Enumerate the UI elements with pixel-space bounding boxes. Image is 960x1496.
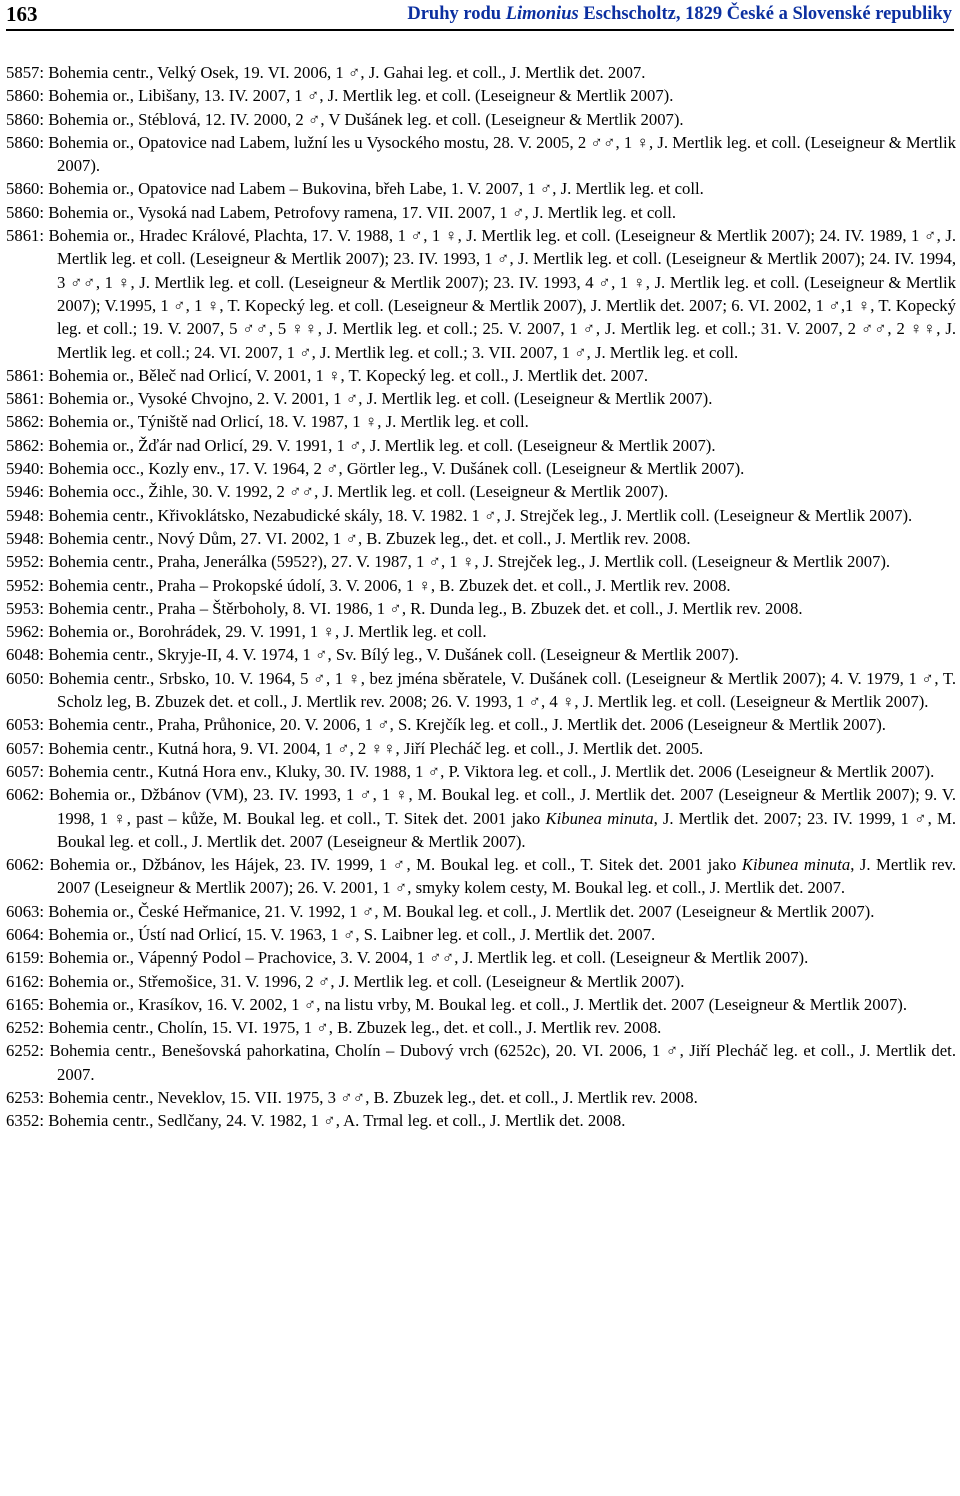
record-entry	[6, 853, 956, 900]
record-entry	[6, 946, 956, 969]
record-grid-code: 6252:	[6, 1018, 45, 1038]
record-grid-code: 5861:	[6, 389, 45, 409]
record-entry	[6, 1039, 956, 1086]
record-entry	[6, 387, 956, 410]
record-entry	[6, 1086, 956, 1109]
record-grid-code: 6063:	[6, 901, 45, 921]
record-text: Bohemia or., Krasíkov, 16. V. 2002, 1 ♂, na listu vrby, M. Boukal leg. et coll., J. Mertlik det. 2007 (Leseigneur & Mertlik 2007).	[44, 994, 908, 1014]
record-text: Bohemia or., Hradec Králové, Plachta, 17. V. 1988, 1 ♂, 1 ♀, J. Mertlik leg. et coll. (Leseigneur & Mertlik 2007); 24. IV. 1989, 1 ♂, J. Mertlik leg. et coll. (Leseigneur & Mertlik 2007); 23. IV. 1993, 1 ♂, J. Mertlik leg. et coll. (Leseigneur & Mertlik 2007); 24. IV. 1994, 3 ♂♂, 1 ♀, J. Mertlik leg. et coll. (Leseigneur & Mertlik 2007); 23. IV. 1993, 4 ♂, 1 ♀, J. Mertlik leg. et coll. (Leseigneur & Mertlik 2007); V.1995, 1 ♂, 1 ♀, T. Kopecký leg. et coll. (Leseigneur & Mertlik 2007), J. Mertlik det. 2007; 6. VI. 2002, 1 ♂,1 ♀, T. Kopecký leg. et coll.; 19. V. 2007, 5 ♂♂, 5 ♀♀, J. Mertlik leg. et coll.; 25. V. 2007, 1 ♂, J. Mertlik leg. et coll.; 31. V. 2007, 2 ♂♂, 2 ♀♀, J. Mertlik leg. et coll.; 24. VI. 2007, 1 ♂, J. Mertlik leg. et coll.; 3. VII. 2007, 1 ♂, J. Mertlik leg. et coll.	[44, 226, 956, 362]
record-text: Bohemia or., Vápenný Podol – Prachovice, 3. V. 2004, 1 ♂♂, J. Mertlik leg. et coll. (Leseigneur & Mertlik 2007).	[44, 948, 809, 968]
record-text: Bohemia occ., Kozly env., 17. V. 1964, 2 ♂, Görtler leg., V. Dušánek coll. (Leseigneur & Mertlik 2007).	[44, 459, 745, 479]
record-text: Bohemia or., Vysoké Chvojno, 2. V. 2001, 1 ♂, J. Mertlik leg. et coll. (Leseigneur & Mertlik 2007).	[44, 389, 713, 409]
record-grid-code: 5948:	[6, 528, 45, 548]
record-grid-code: 5861:	[6, 226, 45, 246]
record-text: Bohemia occ., Žihle, 30. V. 1992, 2 ♂♂, J. Mertlik leg. et coll. (Leseigneur & Mertlik 2007).	[44, 482, 669, 502]
record-entry	[6, 713, 956, 736]
record-entry	[6, 1109, 956, 1132]
record-text: Bohemia or., Opatovice nad Labem, lužní les u Vysockého mostu, 28. V. 2005, 2 ♂♂, 1 ♀, J. Mertlik leg. et coll. (Leseigneur & Mertlik 2007).	[44, 132, 956, 176]
record-entry	[6, 201, 956, 224]
record-entry	[6, 783, 956, 853]
record-text: Bohemia centr., Nový Dům, 27. VI. 2002, 1 ♂, B. Zbuzek leg., det. et coll., J. Mertlik rev. 2008.	[44, 528, 691, 548]
record-text: Bohemia centr., Srbsko, 10. V. 1964, 5 ♂, 1 ♀, bez jména sběratele, V. Dušánek coll. (Leseigneur & Mertlik 2007); 4. V. 1979, 1 ♂, T. Scholz leg, B. Zbuzek det. et coll., J. Mertlik rev. 2008; 26. V. 1993, 1 ♂, 4 ♀, J. Mertlik leg. et coll. (Leseigneur & Mertlik 2007).	[44, 668, 956, 712]
running-title	[407, 4, 952, 25]
record-entry	[6, 504, 956, 527]
record-text: Bohemia centr., Kutná Hora env., Kluky, 30. IV. 1988, 1 ♂, P. Viktora leg. et coll., J. Mertlik det. 2006 (Leseigneur & Mertlik 2007).	[44, 761, 935, 781]
record-entry	[6, 737, 956, 760]
running-title-suffix: Eschscholtz, 1829 České a Slovenské republiky	[578, 4, 952, 24]
record-entry	[6, 993, 956, 1016]
record-entry	[6, 643, 956, 666]
record-text: Bohemia centr., Skryje-II, 4. V. 1974, 1 ♂, Sv. Bílý leg., V. Dušánek coll. (Leseigneur & Mertlik 2007).	[44, 645, 739, 665]
record-entry	[6, 410, 956, 433]
record-text: Bohemia or., Opatovice nad Labem – Bukovina, břeh Labe, 1. V. 2007, 1 ♂, J. Mertlik leg. et coll.	[44, 179, 704, 199]
record-text: Bohemia or., Týniště nad Orlicí, 18. V. 1987, 1 ♀, J. Mertlik leg. et coll.	[44, 412, 529, 432]
record-entry	[6, 550, 956, 573]
record-text: Bohemia centr., Velký Osek, 19. VI. 2006, 1 ♂, J. Gahai leg. et coll., J. Mertlik det. 2007.	[44, 63, 646, 82]
record-grid-code: 5857:	[6, 63, 45, 82]
record-grid-code: 6053:	[6, 715, 45, 735]
record-text: Bohemia or., Ústí nad Orlicí, 15. V. 1963, 1 ♂, S. Laibner leg. et coll., J. Mertlik det. 2007.	[44, 924, 656, 944]
record-text: Bohemia centr., Sedlčany, 24. V. 1982, 1 ♂, A. Trmal leg. et coll., J. Mertlik det. 2008.	[44, 1111, 626, 1131]
record-text: Bohemia or., Džbánov, les Hájek, 23. IV. 1999, 1 ♂, M. Boukal leg. et coll., T. Sitek det. 2001 jako	[44, 855, 742, 875]
record-text: Bohemia or., Běleč nad Orlicí, V. 2001, 1 ♀, T. Kopecký leg. et coll., J. Mertlik det. 2007.	[44, 365, 649, 385]
record-text: Bohemia or., Stéblová, 12. IV. 2000, 2 ♂, V Dušánek leg. et coll. (Leseigneur & Mertlik 2007).	[44, 109, 684, 129]
record-text: Bohemia centr., Křivoklátsko, Nezabudické skály, 18. V. 1982. 1 ♂, J. Strejček leg., J. Mertlik coll. (Leseigneur & Mertlik 2007).	[44, 505, 913, 525]
record-grid-code: 6057:	[6, 738, 45, 758]
record-entry	[6, 480, 956, 503]
record-text: Bohemia centr., Benešovská pahorkatina, Cholín – Dubový vrch (6252c), 20. VI. 2006, 1 ♂, Jiří Plecháč leg. et coll., J. Mertlik det. 2007.	[44, 1041, 956, 1084]
record-entry	[6, 923, 956, 946]
record-grid-code: 6253:	[6, 1088, 45, 1108]
record-grid-code: 5860:	[6, 202, 45, 222]
record-grid-code: 6050:	[6, 668, 45, 688]
record-text: Bohemia centr., Neveklov, 15. VII. 1975, 3 ♂♂, B. Zbuzek leg., det. et coll., J. Mertlik rev. 2008.	[44, 1088, 698, 1108]
record-text: Bohemia or., Libišany, 13. IV. 2007, 1 ♂, J. Mertlik leg. et coll. (Leseigneur & Mertlik 2007).	[44, 86, 674, 106]
record-grid-code: 6057:	[6, 761, 45, 781]
record-grid-code: 6252:	[6, 1041, 45, 1061]
record-entry	[6, 620, 956, 643]
record-grid-code: 6062:	[6, 785, 45, 805]
record-entry	[6, 574, 956, 597]
running-title-prefix: Druhy rodu	[407, 4, 506, 24]
record-text: Bohemia centr., Cholín, 15. VI. 1975, 1 ♂, B. Zbuzek leg., det. et coll., J. Mertlik rev. 2008.	[44, 1018, 662, 1038]
record-grid-code: 6352:	[6, 1111, 45, 1131]
record-entry	[6, 364, 956, 387]
record-text: Bohemia or., Střemošice, 31. V. 1996, 2 ♂, J. Mertlik leg. et coll. (Leseigneur & Mertlik 2007).	[44, 971, 685, 991]
record-text: Bohemia or., Vysoká nad Labem, Petrofovy ramena, 17. VII. 2007, 1 ♂, J. Mertlik leg. et coll.	[44, 202, 677, 222]
record-text: Bohemia or., Borohrádek, 29. V. 1991, 1 ♀, J. Mertlik leg. et coll.	[44, 622, 487, 642]
record-entry	[6, 667, 956, 714]
record-text: Bohemia centr., Praha, Průhonice, 20. V. 2006, 1 ♂, S. Krejčík leg. et coll., J. Mertlik det. 2006 (Leseigneur & Mertlik 2007).	[44, 715, 886, 735]
record-grid-code: 5948:	[6, 505, 45, 525]
record-text: Bohemia or., Žďár nad Orlicí, 29. V. 1991, 1 ♂, J. Mertlik leg. et coll. (Leseigneur & Mertlik 2007).	[44, 435, 716, 455]
record-entry	[6, 457, 956, 480]
record-grid-code: 6062:	[6, 855, 45, 875]
record-entry	[6, 131, 956, 178]
record-grid-code: 5860:	[6, 179, 45, 199]
record-grid-code: 5862:	[6, 412, 45, 432]
record-entry	[6, 900, 956, 923]
record-grid-code: 5953:	[6, 598, 45, 618]
record-entry	[6, 1016, 956, 1039]
record-taxon-name: Kibunea minuta	[741, 855, 851, 875]
record-entry	[6, 177, 956, 200]
record-grid-code: 5962:	[6, 622, 45, 642]
record-grid-code: 5946:	[6, 482, 45, 502]
record-grid-code: 5952:	[6, 552, 45, 572]
record-text: , J. Mertlik rev. 2007 (Leseigneur & Mertlik 2007); 26. V. 2001, 1 ♂, smyky kolem cesty, M. Boukal leg. et coll., J. Mertlik det. 2007.	[57, 855, 956, 898]
record-entry	[6, 760, 956, 783]
record-text: Bohemia centr., Praha – Prokopské údolí, 3. V. 2006, 1 ♀, B. Zbuzek det. et coll., J. Mertlik rev. 2008.	[44, 575, 731, 595]
record-entry	[6, 434, 956, 457]
record-grid-code: 5862:	[6, 435, 45, 455]
record-entry	[6, 970, 956, 993]
record-entry	[6, 224, 956, 364]
record-grid-code: 5952:	[6, 575, 45, 595]
record-text: Bohemia or., České Heřmanice, 21. V. 1992, 1 ♂, M. Boukal leg. et coll., J. Mertlik det. 2007 (Leseigneur & Mertlik 2007).	[44, 901, 875, 921]
record-text: Bohemia centr., Praha – Štěrboholy, 8. VI. 1986, 1 ♂, R. Dunda leg., B. Zbuzek det. et coll., J. Mertlik rev. 2008.	[44, 598, 803, 618]
record-grid-code: 5860:	[6, 109, 45, 129]
record-entry	[6, 527, 956, 550]
record-grid-code: 6159:	[6, 948, 45, 968]
record-entry	[6, 108, 956, 131]
record-grid-code: 5861:	[6, 365, 45, 385]
record-entry	[6, 61, 956, 84]
record-grid-code: 6048:	[6, 645, 45, 665]
record-grid-code: 5860:	[6, 132, 45, 152]
record-text: Bohemia or., Džbánov (VM), 23. IV. 1993, 1 ♂, 1 ♀, M. Boukal leg. et coll., J. Mertlik det. 2007 (Leseigneur & Mertlik 2007); 9. V. 1998, 1 ♀, past – kůže, M. Boukal leg. et coll., T. Sitek det. 2001 jako	[44, 785, 956, 828]
running-title-genus: Limonius	[505, 4, 579, 24]
record-text: , J. Mertlik det. 2007; 23. IV. 1999, 1 ♂, M. Boukal leg. et coll., J. Mertlik det. 2007 (Leseigneur & Mertlik 2007).	[57, 808, 956, 851]
record-entry	[6, 597, 956, 620]
page-header	[6, 0, 954, 31]
record-grid-code: 5940:	[6, 459, 45, 479]
record-text: Bohemia centr., Praha, Jenerálka (5952?), 27. V. 1987, 1 ♂, 1 ♀, J. Strejček leg., J. Mertlik coll. (Leseigneur & Mertlik 2007).	[44, 552, 891, 572]
record-list	[6, 61, 956, 1133]
record-grid-code: 6064:	[6, 924, 45, 944]
record-text: Bohemia centr., Kutná hora, 9. VI. 2004, 1 ♂, 2 ♀♀, Jiří Plecháč leg. et coll., J. Mertlik det. 2005.	[44, 738, 704, 758]
record-grid-code: 5860:	[6, 86, 45, 106]
page-number: 163	[6, 2, 38, 26]
record-taxon-name: Kibunea minuta	[545, 808, 654, 828]
record-grid-code: 6162:	[6, 971, 45, 991]
record-entry	[6, 84, 956, 107]
record-grid-code: 6165:	[6, 994, 45, 1014]
